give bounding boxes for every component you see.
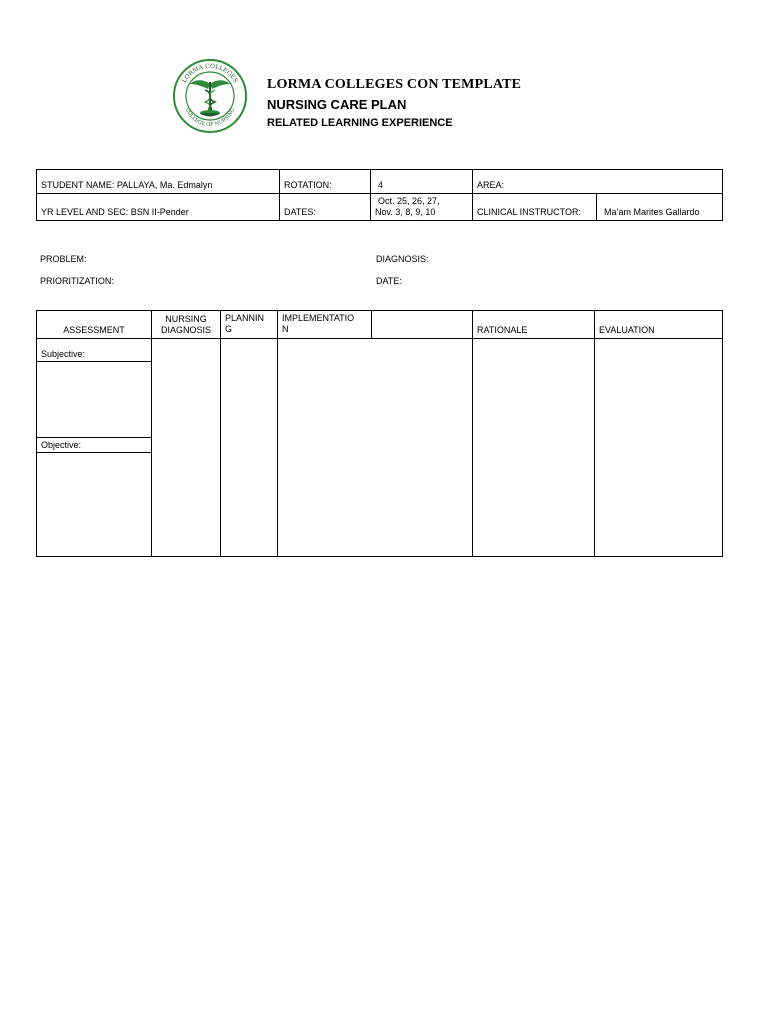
objective-divider	[37, 452, 151, 453]
objective-divider-top	[37, 437, 151, 438]
rationale-header: RATIONALE	[473, 311, 595, 339]
college-logo	[172, 58, 248, 134]
instructor-value: Ma’am Marites Gallardo	[597, 194, 723, 221]
objective-label: Objective:	[41, 440, 82, 450]
problem-label: PROBLEM:	[40, 254, 87, 264]
diagnosis-label: DIAGNOSIS:	[376, 254, 429, 264]
year-level-cell: YR LEVEL AND SEC: BSN II-Pender	[37, 194, 280, 221]
rotation-label: ROTATION:	[280, 170, 371, 194]
dates-label: DATES:	[280, 194, 371, 221]
assessment-header: ASSESSMENT	[37, 311, 152, 339]
area-label: AREA:	[473, 170, 723, 194]
document-subtitle-2: RELATED LEARNING EXPERIENCE	[267, 117, 453, 129]
nursing-diagnosis-line-2: DIAGNOSIS	[160, 325, 211, 335]
subjective-divider	[37, 361, 151, 362]
nursing-diagnosis-cell	[152, 339, 221, 557]
evaluation-header: EVALUATION	[595, 311, 723, 339]
care-plan-table	[36, 310, 723, 557]
implementation-header	[278, 311, 372, 339]
nursing-diagnosis-header	[152, 311, 221, 339]
planning-header	[221, 311, 278, 339]
student-info-table	[36, 169, 723, 221]
blank-header	[372, 311, 473, 339]
evaluation-cell	[595, 339, 723, 557]
logo-ring-top: LORMA COLLEGES	[180, 62, 240, 85]
dates-value	[371, 194, 473, 221]
planning-cell	[221, 339, 278, 557]
dates-line-1: Oct. 25, 26, 27,	[378, 196, 440, 206]
student-name-cell: STUDENT NAME: PALLAYA, Ma. Edmalyn	[37, 170, 280, 194]
logo-ring-bottom: COLLEGE OF NURSING	[183, 107, 237, 129]
document-subtitle: NURSING CARE PLAN	[267, 97, 407, 112]
planning-line-2: G	[225, 324, 233, 334]
implementation-line-1: IMPLEMENTATIO	[282, 313, 355, 323]
implementation-cell	[278, 339, 473, 557]
rotation-value: 4	[371, 170, 473, 194]
instructor-label: CLINICAL INSTRUCTOR:	[473, 194, 597, 221]
date-label: DATE:	[376, 276, 402, 286]
dates-line-2: Nov. 3, 8, 9, 10	[375, 207, 436, 217]
implementation-line-2: N	[282, 324, 289, 334]
rationale-cell	[473, 339, 595, 557]
prioritization-label: PRIORITIZATION:	[40, 276, 114, 286]
planning-line-1: PLANNIN	[225, 313, 265, 323]
nursing-diagnosis-line-1: NURSING	[165, 314, 207, 324]
subjective-label: Subjective:	[41, 349, 86, 359]
assessment-cell	[37, 339, 152, 557]
document-title: LORMA COLLEGES CON TEMPLATE	[267, 77, 522, 92]
